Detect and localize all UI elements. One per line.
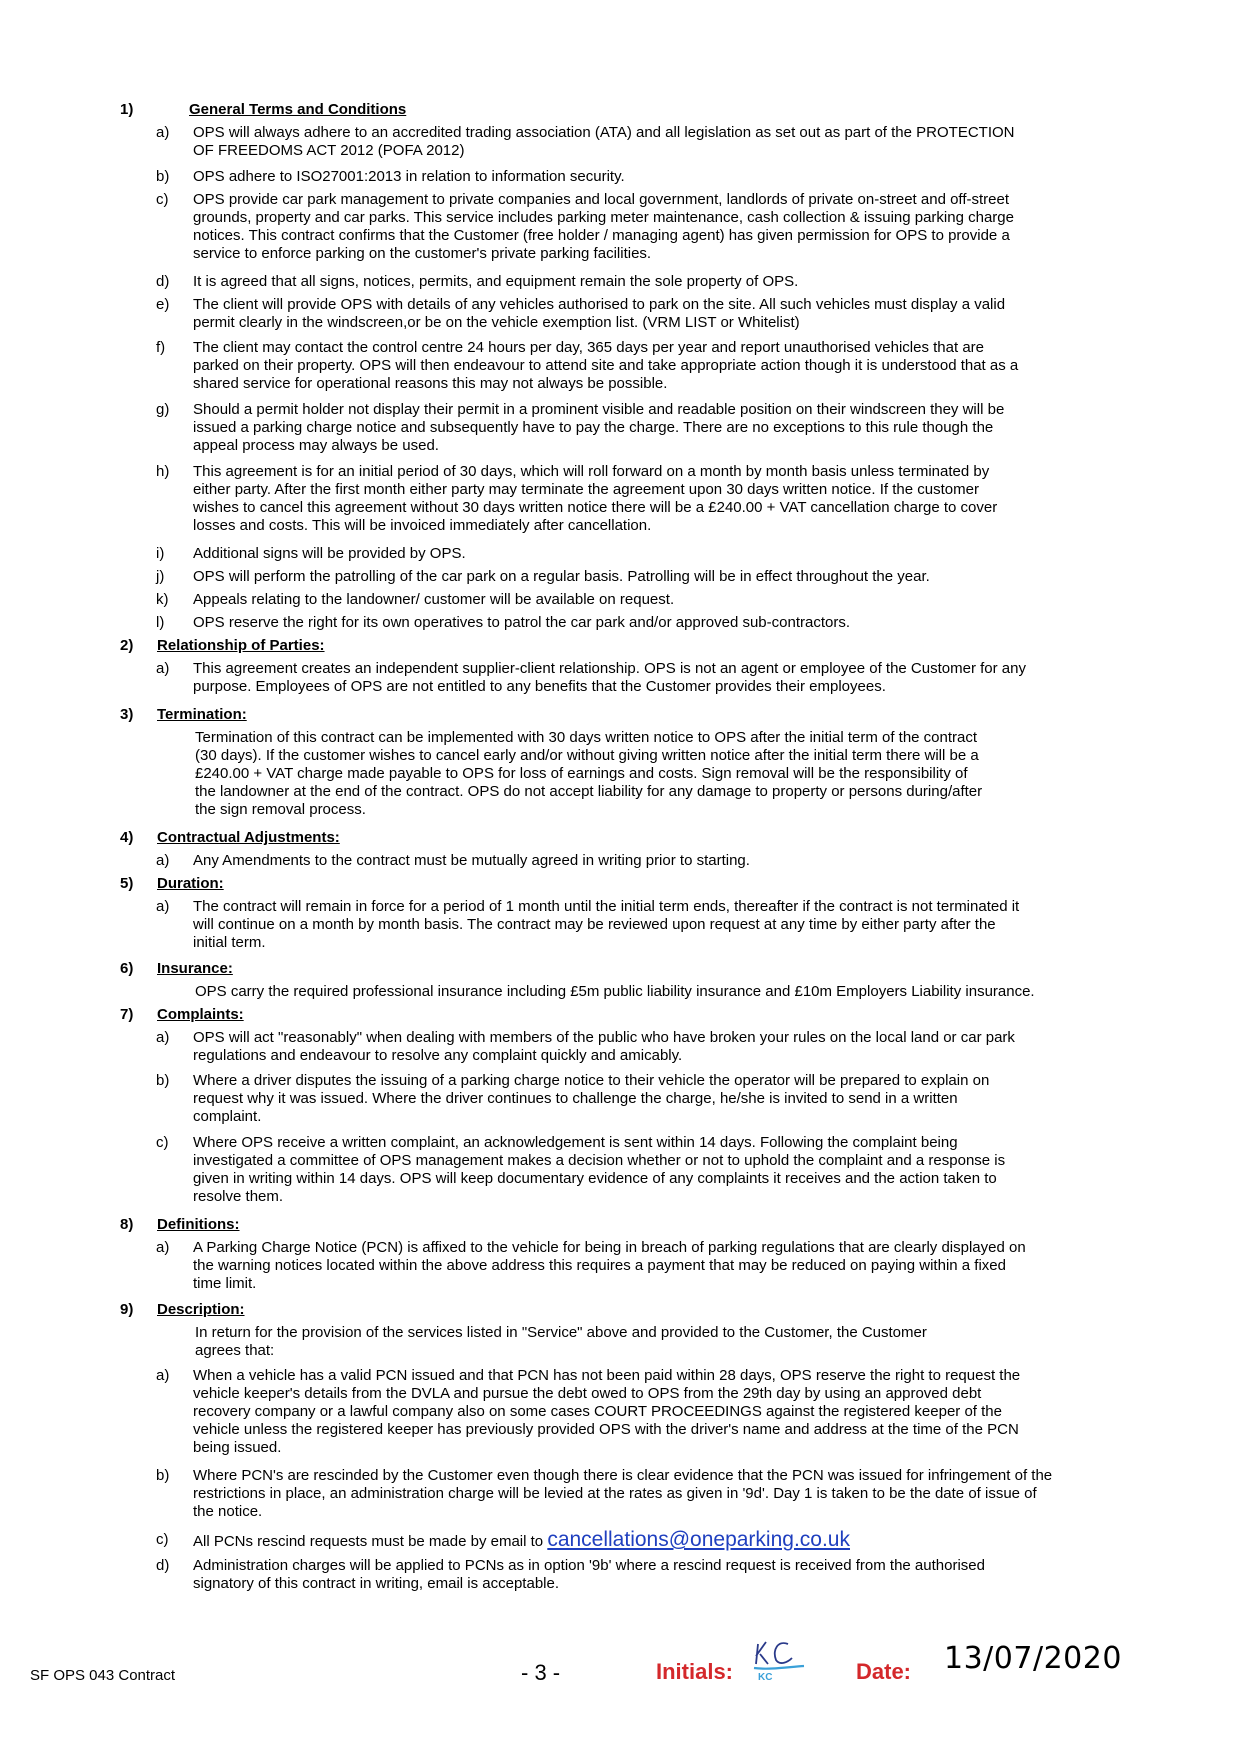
clause-text-line: Additional signs will be provided by OPS. (193, 545, 466, 562)
initials-signature (752, 1634, 808, 1690)
section-heading: Relationship of Parties: (157, 637, 325, 654)
clause-label: d) (156, 1557, 170, 1574)
clause-label: c) (156, 1531, 169, 1548)
clause-text-line: This agreement creates an independent supplier-client relationship. OPS is not an agent or employee of the Customer for any (193, 660, 1026, 677)
clause-text-line: Administration charges will be applied to PCNs as in option '9b' where a rescind request is received from the authorised (193, 1557, 985, 1574)
clause-text-line: resolve them. (193, 1188, 284, 1205)
clause-text-line: All PCNs rescind requests must be made by email to cancellations@oneparking.co.uk (193, 1528, 850, 1551)
clause-label: b) (156, 1072, 170, 1089)
clause-text-line: purpose. Employees of OPS are not entitled to any benefits that the Customer provides their employees. (193, 678, 886, 695)
clause-text-line: Should a permit holder not display their permit in a prominent visible and readable position on their windscreen they will be (193, 401, 1005, 418)
clause-text-line: OPS will always adhere to an accredited trading association (ATA) and all legislation as set out as part of the PROTECTION (193, 124, 1015, 141)
clause-label: i) (156, 545, 165, 562)
section-heading: Insurance: (157, 960, 233, 977)
section-heading: Contractual Adjustments: (157, 829, 340, 846)
clause-text-line: agrees that: (195, 1342, 275, 1359)
clause-text-line: time limit. (193, 1275, 257, 1292)
clause-text-line: given in writing within 14 days. OPS will keep documentary evidence of any complaints it receives and the action taken to (193, 1170, 997, 1187)
clause-text-line: issued a parking charge notice and subsequently have to pay the charge. There are no exceptions to this rule though the (193, 419, 994, 436)
clause-label: h) (156, 463, 170, 480)
date-value: 13/07/2020 (944, 1641, 1122, 1676)
section-number: 7) (120, 1006, 134, 1023)
clause-text-line: the notice. (193, 1503, 263, 1520)
clause-text-line: permit clearly in the windscreen,or be on the vehicle exemption list. (VRM LIST or Whitelist) (193, 314, 800, 331)
cancellations-email-link[interactable]: cancellations@oneparking.co.uk (547, 1528, 850, 1551)
clause-text-line: signatory of this contract in writing, email is acceptable. (193, 1575, 559, 1592)
clause-label: l) (156, 614, 165, 631)
clause-text-line: vehicle keeper's details from the DVLA and pursue the debt owed to OPS from the 29th day by using an approved debt (193, 1385, 982, 1402)
clause-label: a) (156, 852, 170, 869)
clause-text-line: The client may contact the control centre 24 hours per day, 365 days per year and report unauthorised vehicles that are (193, 339, 985, 356)
clause-text-line: recovery company or a lawful company also on some cases COURT PROCEEDINGS against the registered keeper of the (193, 1403, 1002, 1420)
initials-value: KC (758, 1672, 773, 1683)
clause-text-line: the warning notices located within the above address this requires a payment that may be reduced on paying within a fixed (193, 1257, 1006, 1274)
clause-text-line: Appeals relating to the landowner/ customer will be available on request. (193, 591, 675, 608)
clause-label: b) (156, 1467, 170, 1484)
clause-label: e) (156, 296, 170, 313)
clause-label: a) (156, 1239, 170, 1256)
clause-text-line: In return for the provision of the services listed in "Service" above and provided to the Customer, the Customer (195, 1324, 927, 1341)
clause-text-line: shared service for operational reasons this may not always be possible. (193, 375, 668, 392)
clause-label: a) (156, 1029, 170, 1046)
clause-text-line: request why it was issued. Where the driver continues to challenge the charge, he/she is invited to send in a written (193, 1090, 958, 1107)
clause-text-line: Where a driver disputes the issuing of a parking charge notice to their vehicle the operator will be prepared to explain on (193, 1072, 990, 1089)
clause-text-line: This agreement is for an initial period of 30 days, which will roll forward on a month by month basis unless terminated by (193, 463, 990, 480)
clause-label: g) (156, 401, 170, 418)
clause-text-line: When a vehicle has a valid PCN issued and that PCN has not been paid within 28 days, OPS reserve the right to request the (193, 1367, 1021, 1384)
clause-text-line: It is agreed that all signs, notices, permits, and equipment remain the sole property of OPS. (193, 273, 799, 290)
section-heading: Termination: (157, 706, 247, 723)
section-number: 2) (120, 637, 134, 654)
clause-text-line: parked on their property. OPS will then endeavour to attend site and take appropriate action though it is understood that as a (193, 357, 1019, 374)
section-heading: Complaints: (157, 1006, 244, 1023)
section-number: 1) (120, 101, 134, 118)
clause-label: a) (156, 1367, 170, 1384)
clause-text-line: Where OPS receive a written complaint, an acknowledgement is sent within 14 days. Following the complaint being (193, 1134, 958, 1151)
clause-text-line: A Parking Charge Notice (PCN) is affixed to the vehicle for being in breach of parking regulations that are clearly displayed on (193, 1239, 1026, 1256)
clause-text-line: will continue on a month by month basis. The contract may be reviewed upon request at any time by either party after the (193, 916, 996, 933)
clause-text-line: grounds, property and car parks. This service includes parking meter maintenance, cash collection & issuing parking charge (193, 209, 1014, 226)
clause-label: b) (156, 168, 170, 185)
section-heading: Duration: (157, 875, 224, 892)
clause-label: a) (156, 124, 170, 141)
date-label: Date: (856, 1659, 912, 1684)
initials-label: Initials: (656, 1659, 734, 1684)
clause-text-line: wishes to cancel this agreement without 30 days written notice there will be a £240.00 + VAT cancellation charge to cover (193, 499, 998, 516)
clause-label: j) (156, 568, 165, 585)
clause-text-line: The client will provide OPS with details of any vehicles authorised to park on the site. All such vehicles must display a valid (193, 296, 1006, 313)
form-reference: SF OPS 043 Contract (30, 1667, 176, 1684)
clause-label: f) (156, 339, 166, 356)
clause-text-line: notices. This contract confirms that the Customer (free holder / managing agent) has given permission for OPS to provide a (193, 227, 1010, 244)
clause-text-line: (30 days). If the customer wishes to cancel early and/or without giving written notice after the initial term there will be a (195, 747, 979, 764)
clause-text-line: OPS will act "reasonably" when dealing with members of the public who have broken your rules on the local land or car park (193, 1029, 1015, 1046)
clause-text-line: complaint. (193, 1108, 262, 1125)
clause-label: c) (156, 191, 169, 208)
clause-text-line: OPS provide car park management to private companies and local government, landlords of private on-street and off-street (193, 191, 1009, 208)
section-heading: Description: (157, 1301, 245, 1318)
section-heading: Definitions: (157, 1216, 240, 1233)
section-heading: General Terms and Conditions (189, 101, 407, 118)
clause-label: a) (156, 660, 170, 677)
section-number: 5) (120, 875, 134, 892)
clause-label: d) (156, 273, 170, 290)
section-number: 8) (120, 1216, 134, 1233)
clause-text-line: Where PCN's are rescinded by the Customer even though there is clear evidence that the PCN was issued for infringement of the (193, 1467, 1053, 1484)
clause-text-line: vehicle unless the registered keeper has previously provided OPS with the driver's name and address at the time of the PCN (193, 1421, 1019, 1438)
page-number: - 3 - (521, 1660, 561, 1685)
section-number: 4) (120, 829, 134, 846)
clause-text-line: The contract will remain in force for a period of 1 month until the initial term ends, thereafter if the contract is not terminated it (193, 898, 1020, 915)
clause-text-line: investigated a committee of OPS management makes a decision whether or not to uphold the complaint and a response is (193, 1152, 1006, 1169)
clause-text-line: OPS adhere to ISO27001:2013 in relation to information security. (193, 168, 625, 185)
clause-text-line: the landowner at the end of the contract. OPS do not accept liability for any damage to property or persons during/after (195, 783, 983, 800)
clause-text-line: Any Amendments to the contract must be mutually agreed in writing prior to starting. (193, 852, 750, 869)
clause-text-line: appeal process may always be used. (193, 437, 439, 454)
section-number: 6) (120, 960, 134, 977)
clause-text-line: OPS will perform the patrolling of the car park on a regular basis. Patrolling will be in effect throughout the year. (193, 568, 930, 585)
clause-label: a) (156, 898, 170, 915)
clause-text-line: £240.00 + VAT charge made payable to OPS for loss of earnings and costs. Sign removal will be the responsibility of (195, 765, 968, 782)
clause-text-line: losses and costs. This will be invoiced immediately after cancellation. (193, 517, 652, 534)
clause-text-line: being issued. (193, 1439, 282, 1456)
clause-text-line: the sign removal process. (195, 801, 366, 818)
clause-text-line: initial term. (193, 934, 266, 951)
clause-label: k) (156, 591, 169, 608)
clause-text-line: Termination of this contract can be implemented with 30 days written notice to OPS after the initial term of the contract (195, 729, 978, 746)
clause-text-line: OF FREEDOMS ACT 2012 (POFA 2012) (193, 142, 465, 159)
section-number: 3) (120, 706, 134, 723)
clause-text-line: regulations and endeavour to resolve any complaint quickly and amicably. (193, 1047, 683, 1064)
clause-text-line: OPS carry the required professional insurance including £5m public liability insurance and £10m Employers Liability insurance. (195, 983, 1035, 1000)
clause-text-line: OPS reserve the right for its own operatives to patrol the car park and/or approved sub-contractors. (193, 614, 850, 631)
section-number: 9) (120, 1301, 134, 1318)
clause-label: c) (156, 1134, 169, 1151)
clause-text-line: restrictions in place, an administration charge will be levied at the rates as given in '9d'. Day 1 is taken to be the date of issue of (193, 1485, 1037, 1502)
clause-text-line: either party. After the first month either party may terminate the agreement upon 30 days written notice. If the customer (193, 481, 979, 498)
clause-text-line: service to enforce parking on the customer's private parking facilities. (193, 245, 652, 262)
